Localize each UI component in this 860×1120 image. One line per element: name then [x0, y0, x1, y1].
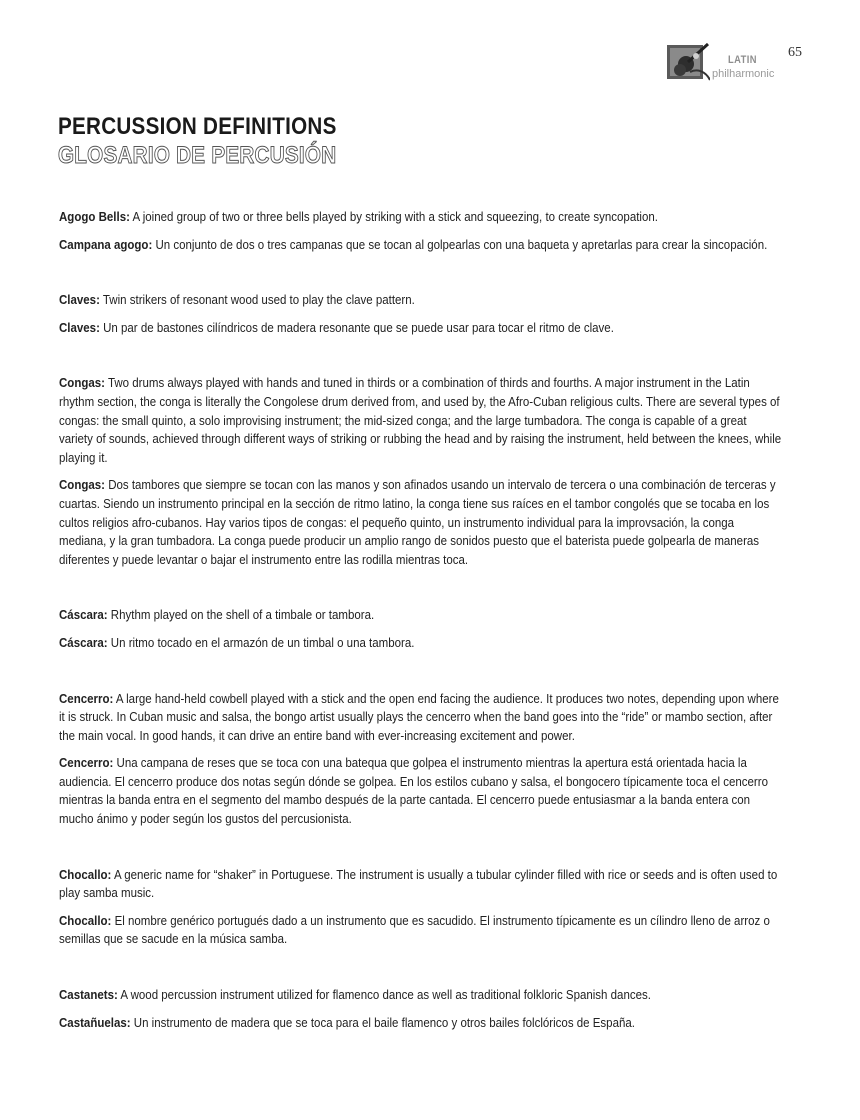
term-english: Castanets: [59, 988, 118, 1003]
definition-spanish [59, 476, 783, 569]
definition-text: A large hand-held cowbell played with a stick and the open end facing the audience. It produces two notes, depending upon where it is struck. In Cuban music and salsa, the bongo artist usually plays the cencerro when the band goes into the “ride” or mambo section, after the main vocal. In good hands, it can drive an entire band with ever-increasing excitement and power. [59, 691, 779, 743]
logo-latin-text: LATIN [728, 54, 757, 66]
definition-text: El nombre genérico portugués dado a un instrumento que es sacudido. El instrumento típicamente es un cílindro lleno de arroz o semillas que se sacude en la música samba. [59, 913, 770, 947]
latin-philharmonic-logo-icon [666, 42, 710, 82]
definition-entry [59, 986, 783, 1032]
definition-entry [59, 208, 783, 254]
logo-philharmonic-text: philharmonic [712, 68, 775, 80]
definition-text: Un par de bastones cilíndricos de madera resonante que se puede usar para tocar el ritmo de clave. [99, 320, 614, 335]
term-english: Congas: [59, 376, 105, 391]
definition-english [59, 866, 783, 903]
definition-text: Un instrumento de madera que se toca para el baile flamenco y otros bailes folclóricos de España. [130, 1015, 635, 1030]
page-title: PERCUSSION DEFINITIONS [58, 113, 337, 140]
definition-english [59, 291, 783, 310]
definition-entry [59, 291, 783, 337]
definitions-list [59, 208, 783, 1069]
definition-text: Rhythm played on the shell of a timbale or tambora. [107, 608, 375, 623]
term-spanish: Congas: [59, 478, 105, 493]
definition-spanish [59, 634, 783, 653]
definition-text: Dos tambores que siempre se tocan con las manos y son afinados usando un intervalo de tercera o una combinación de terceras y cuartas. Siendo un instrumento principal en la sección de ritmo latino, la conga tiene sus raíces en el tambor congolés que se tocaba en los cultos religios afro-cubanos. Hay varios tipos de congas: el pequeño quinto, un instrumento individual para la improvsación, la conga mediana, y la gran tumbadora. La conga puede producir un amplio rango de sonidos puesto que el baterista puede golpearla de maneras diferentes y puede levantar o bajar el instrumento entre las rodilla mientras toca. [59, 478, 776, 567]
page-header [666, 40, 816, 85]
definition-english [59, 208, 783, 227]
page-subtitle-spanish: GLOSARIO DE PERCUSIÓN [58, 142, 337, 169]
definition-english [59, 374, 783, 467]
term-english: Agogo Bells: [59, 210, 130, 224]
definition-text: Twin strikers of resonant wood used to play the clave pattern. [99, 293, 415, 308]
definition-text: Un conjunto de dos o tres campanas que se tocan al golpearlas con una baqueta y apretarlas para crear la sincopación. [152, 237, 768, 252]
page-number: 65 [788, 45, 802, 60]
definition-entry [59, 866, 783, 949]
term-spanish: Cencerro: [59, 756, 114, 771]
definition-spanish [59, 1014, 783, 1033]
definition-english [59, 986, 783, 1005]
term-english: Cencerro: [59, 691, 114, 706]
definition-entry [59, 374, 783, 569]
definition-text: A generic name for “shaker” in Portuguese. The instrument is usually a tubular cylinder filled with rice or seeds and is often used to play samba music. [59, 867, 778, 901]
definition-entry [59, 690, 783, 829]
definition-text: A joined group of two or three bells played by striking with a stick and squeezing, to create syncopation. [129, 210, 658, 224]
definition-english [59, 606, 783, 625]
definition-spanish [59, 319, 783, 338]
page-titles [58, 112, 382, 170]
term-english: Chocallo: [59, 867, 112, 882]
definition-text: A wood percussion instrument utilized for flamenco dance as well as traditional folkloric Spanish dances. [117, 988, 651, 1003]
definition-entry [59, 606, 783, 652]
definition-text: Una campana de reses que se toca con una batequa que golpea el instrumento mientras la apertura está orientada hacia la audiencia. El cencerro produce dos notas según dónde se golpea. En los estilos cubano y salsa, el bongocero típicamente toca el cencerro mientras la banda entra en el segmento del mambo después de la parte cantada. El cencerro puede entusiasmar a la banda entera con mucho ánimo y poder según los gustos del percusionista. [59, 756, 768, 827]
definition-text: Two drums always played with hands and tuned in thirds or a combination of thirds and fourths. A major instrument in the Latin rhythm section, the conga is literally the Congolese drum derived from, and used by, the Afro-Cuban religious cults. There are several types of congas: the small quinto, a solo improvising instrument; the mid-sized conga; and the large tumbadora. The conga is capable of a great variety of sounds, achieved through different ways of striking or rubbing the head and by raising the instrument, held between the knees, while playing it. [59, 376, 782, 465]
term-spanish: Campana agogo: [59, 237, 153, 252]
term-english: Cáscara: [59, 608, 108, 623]
definition-text: Un ritmo tocado en el armazón de un timbal o una tambora. [107, 635, 415, 650]
definition-english [59, 690, 783, 746]
definition-spanish [59, 912, 783, 949]
definition-spanish [59, 754, 783, 828]
definition-spanish [59, 236, 783, 255]
term-spanish: Chocallo: [59, 913, 112, 928]
term-spanish: Castañuelas: [59, 1015, 131, 1030]
term-spanish: Claves: [59, 320, 100, 335]
term-spanish: Cáscara: [59, 635, 108, 650]
term-english: Claves: [59, 293, 100, 308]
